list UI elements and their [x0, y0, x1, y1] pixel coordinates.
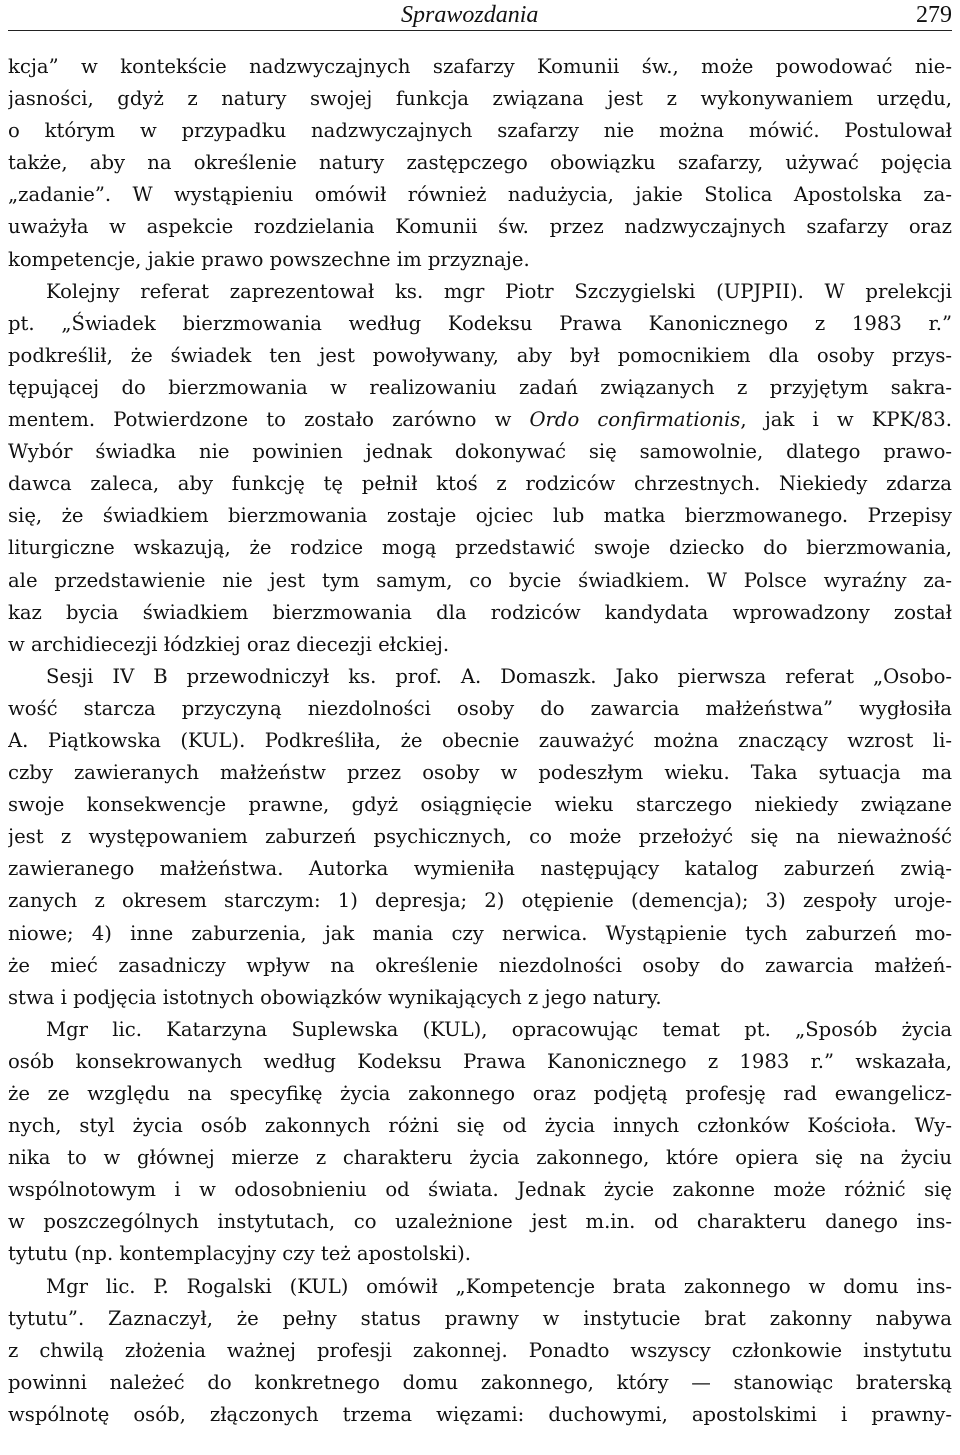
text-line: się, że świadkiem bierzmowania zostaje ojciec lub matka bierzmowanego. Przepisy	[8, 504, 952, 528]
text-run: mentem. Potwierdzone to zostało zarówno w	[8, 408, 530, 432]
text-line: dawca zaleca, aby funkcję tę pełnił ktoś z rodziców chrzestnych. Niekiedy zdarza	[8, 472, 952, 496]
text-line: tępującej do bierzmowania w realizowaniu zadań związanych z przyjętym sakra-	[8, 375, 952, 399]
text-line: nika to w głównej mierze z charakteru życia zakonnego, które opiera się na życiu	[8, 1146, 952, 1170]
text-line: kaz bycia świadkiem bierzmowania dla rodziców kandydata wprowadzony został	[8, 600, 952, 624]
text-line: że ze względu na specyfikę życia zakonnego oraz podjętą profesję rad ewangelicz-	[8, 1082, 952, 1105]
paragraph-first-line: Kolejny referat zaprezentował ks. mgr Piotr Szczygielski (UPJPII). W prelekcji	[46, 279, 952, 303]
running-header	[8, 0, 952, 31]
text-line: zawieranego małżeństwa. Autorka wymieniła następujący katalog zaburzeń zwią-	[8, 857, 952, 881]
text-line: powinni należeć do konkretnego domu zakonnego, który — stanowiąc braterską	[8, 1370, 952, 1394]
text-line: A. Piątkowska (KUL). Podkreśliła, że obecnie zauważyć można znaczący wzrost li-	[8, 728, 952, 752]
text-line: uważyła w aspekcie rozdzielania Komunii św. przez nadzwyczajnych szafarzy oraz	[8, 215, 952, 239]
text-line: wspólnotę osób, złączonych trzema więzami: duchowymi, apostolskimi i prawny-	[8, 1402, 952, 1426]
text-line: tytutu”. Zaznaczył, że pełny status prawny w instytucie brat zakonny nabywa	[8, 1306, 952, 1330]
text-line: zanych z okresem starczym: 1) depresja; 2) otępienie (demencja); 3) zespoły uroje-	[8, 889, 952, 913]
text-line: liturgiczne wskazują, że rodzice mogą przedstawić swoje dziecko do bierzmowania,	[8, 536, 952, 560]
text-line: kcja” w kontekście nadzwyczajnych szafarzy Komunii św., może powodować nie-	[8, 55, 952, 78]
text-line	[8, 404, 952, 436]
text-line: także, aby na określenie natury zastępczego obowiązku szafarzy, używać pojęcia	[8, 151, 952, 175]
text-line: nych, styl życia osób zakonnych różni się od życia innych członków Kościoła. Wy-	[8, 1114, 952, 1138]
text-line: pt. „Świadek bierzmowania według Kodeksu Prawa Kanonicznego z 1983 r.”	[8, 311, 952, 335]
page-number: 279	[916, 2, 952, 28]
text-line: stwa i podjęcia istotnych obowiązków wynikających z jego natury.	[8, 985, 662, 1009]
text-line: wość starcza przyczyną niezdolności osoby do zawarcia małżeństwa” wygłosiła	[8, 696, 952, 720]
text-line: z chwilą złożenia ważnej profesji zakonnej. Ponadto wszyscy członkowie instytutu	[8, 1338, 952, 1362]
text-line: czby zawieranych małżeństw przez osoby w podeszłym wieku. Taka sytuacja ma	[8, 761, 952, 785]
text-line: „zadanie”. W wystąpieniu omówił również nadużycia, jakie Stolica Apostolska za-	[8, 183, 952, 207]
text-line: o którym w przypadku nadzwyczajnych szafarzy nie można mówić. Postulował	[8, 119, 952, 143]
italic-title: Ordo confirmationis	[529, 408, 741, 432]
article-body	[8, 51, 952, 1431]
paragraph-first-line: Mgr lic. Katarzyna Suplewska (KUL), opracowując temat pt. „Sposób życia	[46, 1017, 952, 1041]
text-line: osób konsekrowanych według Kodeksu Prawa Kanonicznego z 1983 r.” wskazała,	[8, 1049, 952, 1073]
text-line: że mieć zasadniczy wpływ na określenie niezdolności osoby do zawarcia małżeń-	[8, 953, 952, 977]
text-run: , jak i w KPK/83.	[740, 408, 952, 432]
text-line: jest z występowaniem zaburzeń psychicznych, co może przełożyć się na nieważność	[8, 825, 952, 849]
text-line: swoje konsekwencje prawne, gdyż osiągnięcie wieku starczego niekiedy związane	[8, 793, 952, 817]
text-line: Wybór świadka nie powinien jednak dokonywać się samowolnie, dlatego prawo-	[8, 440, 952, 464]
text-line: ale przedstawienie nie jest tym samym, co bycie świadkiem. W Polsce wyraźny za-	[8, 568, 952, 592]
text-line: niowe; 4) inne zaburzenia, jak mania czy nerwica. Wystąpienie tych zaburzeń mo-	[8, 921, 952, 945]
text-line: wspólnotowym i w odosobnieniu od świata. Jednak życie zakonne może różnić się	[8, 1178, 952, 1202]
text-line: w poszczególnych instytutach, co uzależnione jest m.in. od charakteru danego ins-	[8, 1210, 952, 1234]
paragraph-first-line: Mgr lic. P. Rogalski (KUL) omówił „Kompetencje brata zakonnego w domu ins-	[46, 1274, 952, 1298]
paragraph-first-line: Sesji IV B przewodniczył ks. prof. A. Domaszk. Jako pierwsza referat „Osobo-	[46, 664, 952, 688]
text-line: jasności, gdyż z natury swojej funkcja związana jest z wykonywaniem urzędu,	[8, 87, 952, 111]
text-line: podkreślił, że świadek ten jest powoływany, aby był pomocnikiem dla osoby przys-	[8, 343, 952, 367]
text-line: tytutu (np. kontemplacyjny czy też apostolski).	[8, 1242, 471, 1266]
text-line: kompetencje, jakie prawo powszechne im przyznaje.	[8, 247, 530, 271]
text-line: w archidiecezji łódzkiej oraz diecezji ełckiej.	[8, 632, 450, 656]
section-title: Sprawozdania	[401, 2, 539, 28]
